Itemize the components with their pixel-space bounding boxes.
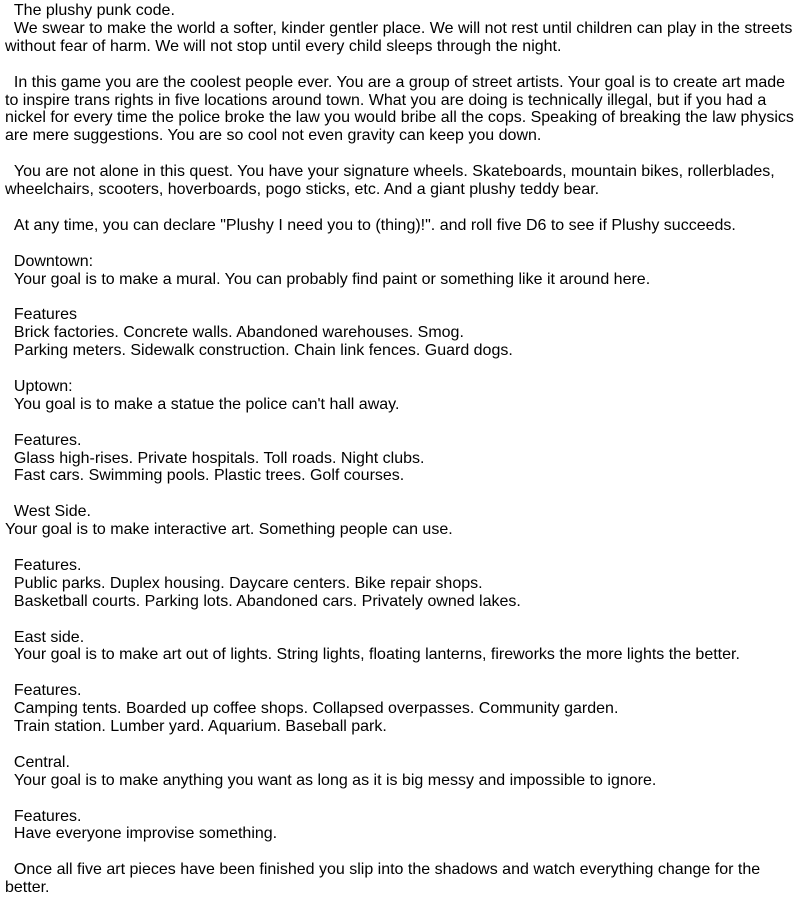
text-line: Public parks. Duplex housing. Daycare centers. Bike repair shops. xyxy=(5,574,483,592)
text-line: We swear to make the world a softer, kinder gentler place. We will not rest until children can play in the streets without fear of harm. We will not stop until every child sleeps through the night. xyxy=(5,19,797,55)
text-line: Features. xyxy=(5,556,82,574)
text-line: Central. xyxy=(5,753,70,771)
blank-line xyxy=(5,145,799,163)
blank-line xyxy=(5,360,799,378)
blank-line xyxy=(5,539,799,557)
text-line: East side. xyxy=(5,628,85,646)
text-line: Features xyxy=(5,306,78,324)
text-line: Camping tents. Boarded up coffee shops. Collapsed overpasses. Community garden. xyxy=(5,700,619,718)
text-line: Features. xyxy=(5,807,82,825)
text-line: Your goal is to make art out of lights. String lights, floating lanterns, fireworks the more lights the better. xyxy=(5,646,740,664)
text-line: Once all five art pieces have been finished you slip into the shadows and watch everything change for the better. xyxy=(5,861,765,897)
text-line: Train station. Lumber yard. Aquarium. Baseball park. xyxy=(5,718,387,736)
blank-line xyxy=(5,664,799,682)
text-line: The plushy punk code. xyxy=(5,2,175,19)
text-line: Glass high-rises. Private hospitals. Toll roads. Night clubs. xyxy=(5,449,425,467)
text-line: Downtown: xyxy=(5,252,94,270)
text-line: You are not alone in this quest. You have your signature wheels. Skateboards, mountain bikes, rollerblades, wheelchairs, scooters, hoverboards, pogo sticks, etc. And a giant plushy teddy bear. xyxy=(5,163,780,199)
text-line: You goal is to make a statue the police can't hall away. xyxy=(5,395,400,413)
blank-line xyxy=(5,611,799,629)
blank-line xyxy=(5,235,799,253)
blank-line xyxy=(5,485,799,503)
text-line: Uptown: xyxy=(5,377,73,395)
blank-line xyxy=(5,288,799,306)
blank-line xyxy=(5,199,799,217)
text-line: Features. xyxy=(5,682,82,700)
blank-line xyxy=(5,790,799,808)
text-line: Features. xyxy=(5,431,82,449)
text-line: Fast cars. Swimming pools. Plastic trees. Golf courses. xyxy=(5,467,405,485)
text-line: Have everyone improvise something. xyxy=(5,825,278,843)
blank-line xyxy=(5,843,799,861)
document-body xyxy=(5,2,799,897)
text-line: Your goal is to make anything you want as long as it is big messy and impossible to ignore. xyxy=(5,771,657,789)
text-line: Parking meters. Sidewalk construction. Chain link fences. Guard dogs. xyxy=(5,342,513,360)
text-line: West Side. xyxy=(5,503,91,521)
blank-line xyxy=(5,414,799,432)
text-line: Brick factories. Concrete walls. Abandoned warehouses. Smog. xyxy=(5,324,464,342)
text-line: In this game you are the coolest people ever. You are a group of street artists. Your goal is to create art made to inspire trans rights in five locations around town. What you are doing is technically illegal, but if you had a nickel for every time the police broke the law you would bribe all the cops. Speaking of breaking the law physics are mere suggestions. You are so cool not even gravity can keep you down. xyxy=(5,73,799,145)
text-line: Basketball courts. Parking lots. Abandoned cars. Privately owned lakes. xyxy=(5,592,521,610)
blank-line xyxy=(5,56,799,74)
text-line: Your goal is to make interactive art. Something people can use. xyxy=(5,521,453,539)
text-line: Your goal is to make a mural. You can probably find paint or something like it around here. xyxy=(5,270,651,288)
blank-line xyxy=(5,736,799,754)
text-line: At any time, you can declare "Plushy I need you to (thing)!". and roll five D6 to see if Plushy succeeds. xyxy=(5,216,736,234)
